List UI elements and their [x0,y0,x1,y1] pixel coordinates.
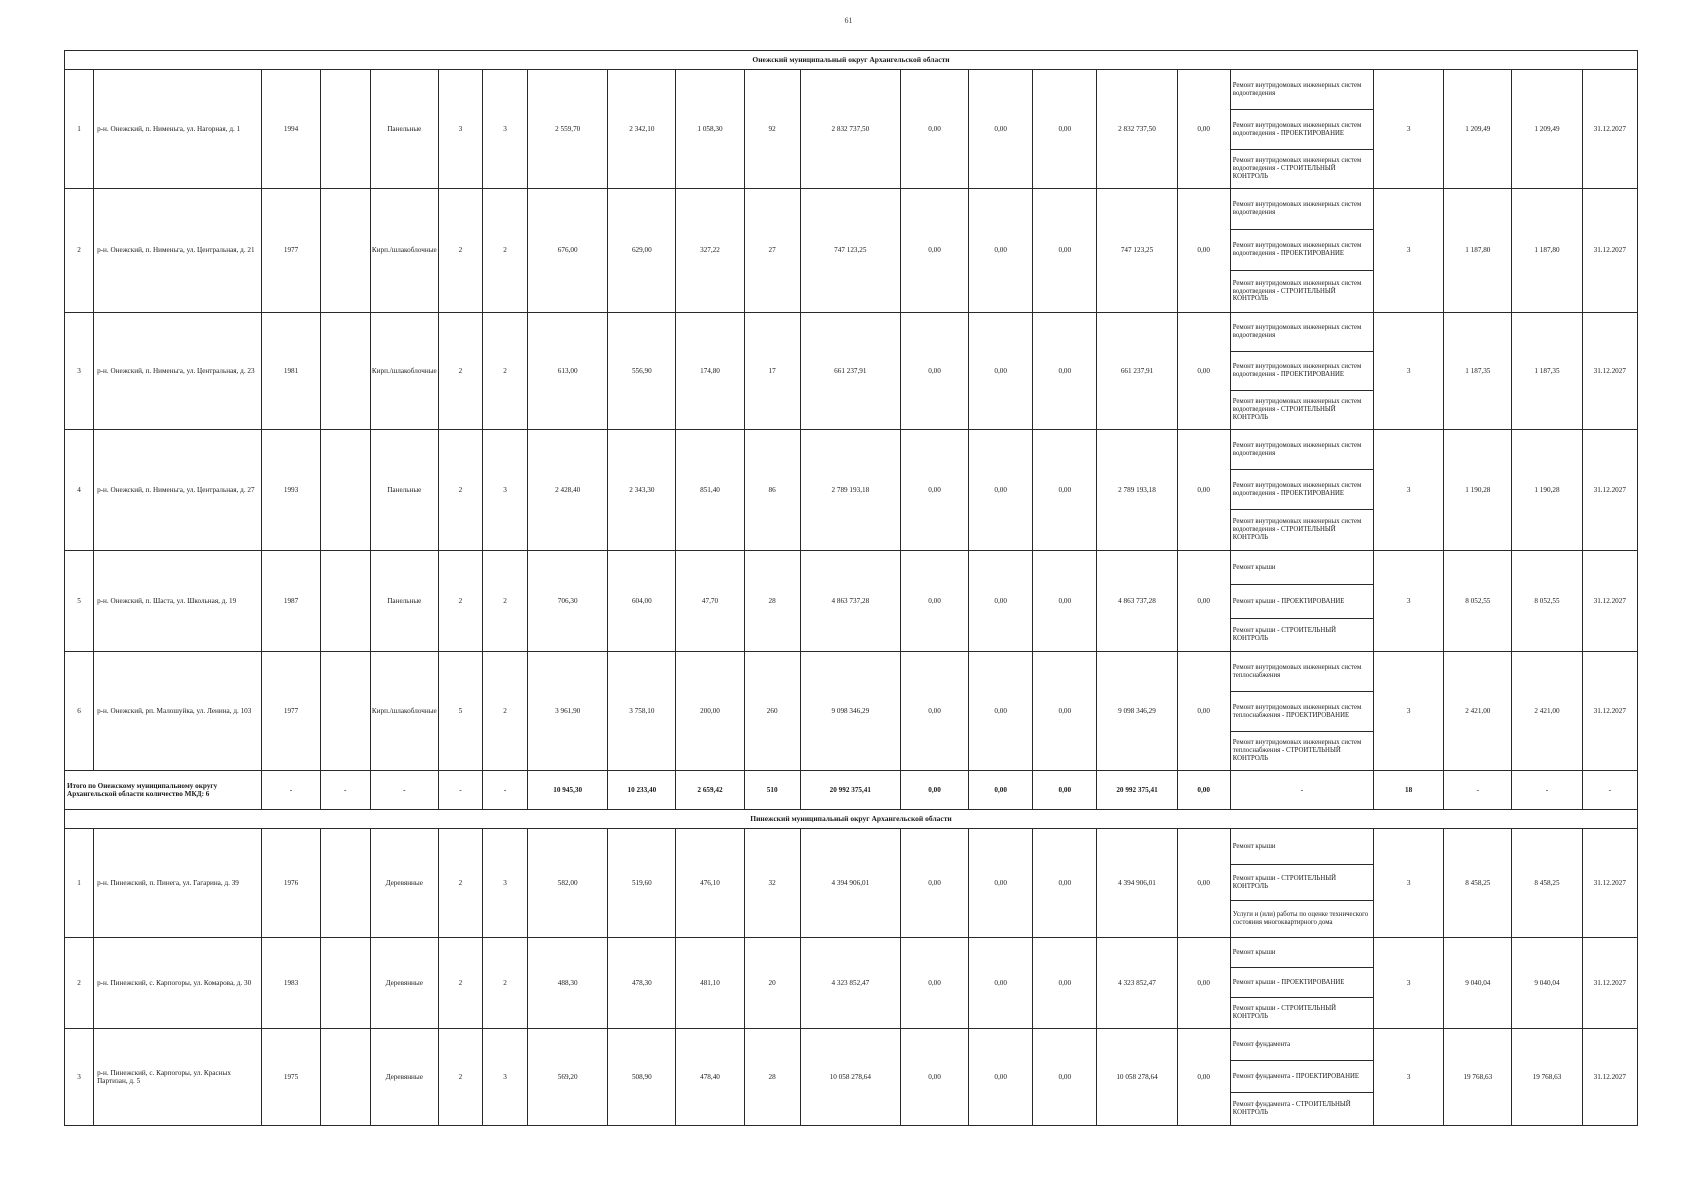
f4-cell: 4 323 852,47 [1097,938,1177,1029]
cost-cell: 2 832 737,50 [800,70,900,189]
work-type-cell: Ремонт фундамента - СТРОИТЕЛЬНЫЙ КОНТРОЛЬ [1230,1093,1373,1126]
date-cell: 31.12.2027 [1582,652,1637,771]
f5-cell: 0,00 [1177,1029,1230,1126]
year-cell: 1977 [262,652,320,771]
walls-cell: Панельные [370,551,438,652]
total-dash: - [482,771,527,810]
empty-cell [320,189,370,313]
a1-cell: 2 559,70 [528,70,608,189]
f2-cell: 0,00 [969,313,1033,430]
total-dash: - [438,771,482,810]
a1-cell: 488,30 [528,938,608,1029]
cnt-cell: 3 [1374,551,1444,652]
table-row [65,70,1638,110]
f3-cell: 0,00 [1033,70,1097,189]
entrances-cell: 2 [482,938,527,1029]
total-dash: - [1444,771,1512,810]
work-type-cell: Ремонт внутридомовых инженерных систем теплоснабжения - ПРОЕКТИРОВАНИЕ [1230,692,1373,732]
empty-cell [320,313,370,430]
a2-cell: 508,90 [608,1029,676,1126]
f1-cell: 0,00 [900,1029,968,1126]
f1-cell: 0,00 [900,430,968,551]
cost-cell: 10 058 278,64 [800,1029,900,1126]
cost-cell: 4 323 852,47 [800,938,900,1029]
people-cell: 20 [744,938,800,1029]
cnt-cell: 3 [1374,70,1444,189]
entrances-cell: 3 [482,829,527,938]
work-type-cell: Ремонт внутридомовых инженерных систем водоотведения [1230,70,1373,110]
f5-cell: 0,00 [1177,551,1230,652]
empty-cell [320,430,370,551]
floors-cell: 3 [438,70,482,189]
floors-cell: 2 [438,938,482,1029]
address-cell: р-н. Онежский, п. Нименьга, ул. Центральная, д. 21 [94,189,262,313]
cnt-cell: 3 [1374,652,1444,771]
people-cell: 28 [744,551,800,652]
work-type-cell: Ремонт крыши [1230,938,1373,968]
f4-cell: 661 237,91 [1097,313,1177,430]
u2-cell: 9 040,04 [1512,938,1582,1029]
row-number: 4 [65,430,94,551]
cnt-cell: 3 [1374,829,1444,938]
work-type-cell: Ремонт фундамента - ПРОЕКТИРОВАНИЕ [1230,1061,1373,1093]
table-row [65,551,1638,585]
year-cell: 1975 [262,1029,320,1126]
cnt-cell: 3 [1374,189,1444,313]
work-type-cell: Ремонт внутридомовых инженерных систем теплоснабжения - СТРОИТЕЛЬНЫЙ КОНТРОЛЬ [1230,732,1373,771]
row-number: 6 [65,652,94,771]
f2-cell: 0,00 [969,430,1033,551]
floors-cell: 2 [438,829,482,938]
a2-cell: 556,90 [608,313,676,430]
a3-cell: 851,40 [676,430,744,551]
address-cell: р-н. Онежский, рп. Малошуйка, ул. Ленина, д. 103 [94,652,262,771]
cnt-cell: 3 [1374,430,1444,551]
work-type-cell: Ремонт внутридомовых инженерных систем теплоснабжения [1230,652,1373,692]
f3-cell: 0,00 [1033,1029,1097,1126]
a3-cell: 476,10 [676,829,744,938]
total-f1: 0,00 [900,771,968,810]
people-cell: 260 [744,652,800,771]
address-cell: р-н. Пинежский, с. Карпогоры, ул. Комарова, д. 30 [94,938,262,1029]
total-f5: 0,00 [1177,771,1230,810]
work-type-cell: Ремонт крыши - СТРОИТЕЛЬНЫЙ КОНТРОЛЬ [1230,865,1373,901]
a1-cell: 613,00 [528,313,608,430]
f4-cell: 4 394 906,01 [1097,829,1177,938]
f5-cell: 0,00 [1177,430,1230,551]
f1-cell: 0,00 [900,829,968,938]
u2-cell: 1 187,80 [1512,189,1582,313]
work-type-cell: Ремонт внутридомовых инженерных систем водоотведения [1230,189,1373,230]
year-cell: 1987 [262,551,320,652]
f2-cell: 0,00 [969,938,1033,1029]
f5-cell: 0,00 [1177,70,1230,189]
table-row [65,430,1638,470]
u2-cell: 2 421,00 [1512,652,1582,771]
total-dash: - [262,771,320,810]
a2-cell: 2 343,30 [608,430,676,551]
f3-cell: 0,00 [1033,551,1097,652]
year-cell: 1977 [262,189,320,313]
a2-cell: 629,00 [608,189,676,313]
f4-cell: 10 058 278,64 [1097,1029,1177,1126]
cost-cell: 661 237,91 [800,313,900,430]
a2-cell: 3 758,10 [608,652,676,771]
date-cell: 31.12.2027 [1582,829,1637,938]
address-cell: р-н. Онежский, п. Нименьга, ул. Центральная, д. 27 [94,430,262,551]
f3-cell: 0,00 [1033,938,1097,1029]
total-dash: - [1582,771,1637,810]
empty-cell [320,829,370,938]
f1-cell: 0,00 [900,551,968,652]
u1-cell: 9 040,04 [1444,938,1512,1029]
work-type-cell: Ремонт крыши - ПРОЕКТИРОВАНИЕ [1230,968,1373,998]
work-type-cell: Ремонт внутридомовых инженерных систем водоотведения - СТРОИТЕЛЬНЫЙ КОНТРОЛЬ [1230,271,1373,313]
cnt-cell: 3 [1374,938,1444,1029]
total-dash: - [320,771,370,810]
address-cell: р-н. Пинежский, с. Карпогоры, ул. Красных Партизан, д. 5 [94,1029,262,1126]
u2-cell: 1 190,28 [1512,430,1582,551]
row-number: 1 [65,70,94,189]
section-header: Пинежский муниципальный округ Архангельской области [65,810,1638,829]
empty-cell [320,938,370,1029]
floors-cell: 5 [438,652,482,771]
f4-cell: 747 123,25 [1097,189,1177,313]
f4-cell: 2 789 193,18 [1097,430,1177,551]
year-cell: 1981 [262,313,320,430]
total-people: 510 [744,771,800,810]
walls-cell: Деревянные [370,938,438,1029]
address-cell: р-н. Онежский, п. Шаста, ул. Школьная, д. 19 [94,551,262,652]
f5-cell: 0,00 [1177,313,1230,430]
row-number: 1 [65,829,94,938]
floors-cell: 2 [438,313,482,430]
total-a2: 10 233,40 [608,771,676,810]
total-dash: - [370,771,438,810]
cnt-cell: 3 [1374,313,1444,430]
walls-cell: Кирп./шлакоблочные [370,313,438,430]
a2-cell: 478,30 [608,938,676,1029]
f2-cell: 0,00 [969,551,1033,652]
a3-cell: 174,80 [676,313,744,430]
work-type-cell: Ремонт внутридомовых инженерных систем водоотведения [1230,430,1373,470]
work-type-cell: Ремонт внутридомовых инженерных систем водоотведения - СТРОИТЕЛЬНЫЙ КОНТРОЛЬ [1230,510,1373,551]
page-number: 61 [844,16,853,25]
repair-register-table [64,50,1638,1126]
address-cell: р-н. Пинежский, п. Пинега, ул. Гагарина, д. 39 [94,829,262,938]
a1-cell: 676,00 [528,189,608,313]
walls-cell: Кирп./шлакоблочные [370,652,438,771]
row-number: 5 [65,551,94,652]
u2-cell: 1 187,35 [1512,313,1582,430]
u1-cell: 1 187,35 [1444,313,1512,430]
walls-cell: Деревянные [370,1029,438,1126]
total-dash: - [1230,771,1373,810]
date-cell: 31.12.2027 [1582,189,1637,313]
f2-cell: 0,00 [969,829,1033,938]
f3-cell: 0,00 [1033,313,1097,430]
f3-cell: 0,00 [1033,189,1097,313]
cost-cell: 747 123,25 [800,189,900,313]
address-cell: р-н. Онежский, п. Нименьга, ул. Нагорная, д. 1 [94,70,262,189]
work-type-cell: Ремонт внутридомовых инженерных систем водоотведения - ПРОЕКТИРОВАНИЕ [1230,230,1373,271]
total-f3: 0,00 [1033,771,1097,810]
date-cell: 31.12.2027 [1582,70,1637,189]
work-type-cell: Услуги и (или) работы по оценке технического состояния многоквартирного дома [1230,901,1373,938]
f1-cell: 0,00 [900,189,968,313]
work-type-cell: Ремонт крыши - ПРОЕКТИРОВАНИЕ [1230,585,1373,619]
total-cost: 20 992 375,41 [800,771,900,810]
people-cell: 28 [744,1029,800,1126]
total-a1: 10 945,30 [528,771,608,810]
year-cell: 1993 [262,430,320,551]
a1-cell: 569,20 [528,1029,608,1126]
work-type-cell: Ремонт внутридомовых инженерных систем водоотведения - ПРОЕКТИРОВАНИЕ [1230,352,1373,391]
floors-cell: 2 [438,551,482,652]
total-a3: 2 659,42 [676,771,744,810]
total-dash: - [1512,771,1582,810]
cnt-cell: 3 [1374,1029,1444,1126]
f1-cell: 0,00 [900,652,968,771]
f2-cell: 0,00 [969,1029,1033,1126]
register-body [65,51,1638,1126]
f3-cell: 0,00 [1033,652,1097,771]
empty-cell [320,70,370,189]
entrances-cell: 2 [482,313,527,430]
cost-cell: 4 863 737,28 [800,551,900,652]
floors-cell: 2 [438,189,482,313]
f2-cell: 0,00 [969,70,1033,189]
f1-cell: 0,00 [900,313,968,430]
date-cell: 31.12.2027 [1582,430,1637,551]
entrances-cell: 2 [482,652,527,771]
entrances-cell: 3 [482,1029,527,1126]
cost-cell: 2 789 193,18 [800,430,900,551]
a2-cell: 604,00 [608,551,676,652]
walls-cell: Панельные [370,70,438,189]
a2-cell: 2 342,10 [608,70,676,189]
work-type-cell: Ремонт крыши [1230,829,1373,865]
f5-cell: 0,00 [1177,938,1230,1029]
work-type-cell: Ремонт крыши - СТРОИТЕЛЬНЫЙ КОНТРОЛЬ [1230,619,1373,652]
address-cell: р-н. Онежский, п. Нименьга, ул. Центральная, д. 23 [94,313,262,430]
a3-cell: 200,00 [676,652,744,771]
row-number: 2 [65,938,94,1029]
cost-cell: 4 394 906,01 [800,829,900,938]
date-cell: 31.12.2027 [1582,551,1637,652]
total-count: 18 [1374,771,1444,810]
row-number: 3 [65,1029,94,1126]
work-type-cell: Ремонт фундамента [1230,1029,1373,1061]
row-number: 2 [65,189,94,313]
section-total-row [65,771,1638,810]
a1-cell: 2 428,40 [528,430,608,551]
u1-cell: 1 187,80 [1444,189,1512,313]
entrances-cell: 2 [482,189,527,313]
u2-cell: 8 052,55 [1512,551,1582,652]
f5-cell: 0,00 [1177,652,1230,771]
date-cell: 31.12.2027 [1582,313,1637,430]
u1-cell: 19 768,63 [1444,1029,1512,1126]
year-cell: 1994 [262,70,320,189]
table-row [65,938,1638,968]
empty-cell [320,652,370,771]
people-cell: 17 [744,313,800,430]
a3-cell: 1 058,30 [676,70,744,189]
u1-cell: 8 052,55 [1444,551,1512,652]
u2-cell: 1 209,49 [1512,70,1582,189]
f4-cell: 2 832 737,50 [1097,70,1177,189]
f2-cell: 0,00 [969,652,1033,771]
date-cell: 31.12.2027 [1582,938,1637,1029]
u1-cell: 8 458,25 [1444,829,1512,938]
row-number: 3 [65,313,94,430]
cost-cell: 9 098 346,29 [800,652,900,771]
f3-cell: 0,00 [1033,430,1097,551]
entrances-cell: 2 [482,551,527,652]
work-type-cell: Ремонт крыши - СТРОИТЕЛЬНЫЙ КОНТРОЛЬ [1230,998,1373,1029]
f5-cell: 0,00 [1177,189,1230,313]
total-f2: 0,00 [969,771,1033,810]
work-type-cell: Ремонт внутридомовых инженерных систем водоотведения - ПРОЕКТИРОВАНИЕ [1230,470,1373,510]
f1-cell: 0,00 [900,938,968,1029]
floors-cell: 2 [438,1029,482,1126]
total-label: Итого по Онежскому муниципальному округу Архангельской области количество МКД: 6 [65,771,262,810]
people-cell: 32 [744,829,800,938]
people-cell: 92 [744,70,800,189]
year-cell: 1983 [262,938,320,1029]
f4-cell: 9 098 346,29 [1097,652,1177,771]
a3-cell: 478,40 [676,1029,744,1126]
f3-cell: 0,00 [1033,829,1097,938]
f2-cell: 0,00 [969,189,1033,313]
people-cell: 27 [744,189,800,313]
walls-cell: Кирп./шлакоблочные [370,189,438,313]
a3-cell: 327,22 [676,189,744,313]
a1-cell: 582,00 [528,829,608,938]
f1-cell: 0,00 [900,70,968,189]
table-row [65,652,1638,692]
table-row [65,189,1638,230]
table-row [65,1029,1638,1061]
date-cell: 31.12.2027 [1582,1029,1637,1126]
table-row [65,829,1638,865]
u1-cell: 2 421,00 [1444,652,1512,771]
a1-cell: 3 961,90 [528,652,608,771]
u2-cell: 19 768,63 [1512,1029,1582,1126]
table-row [65,313,1638,352]
section-header: Онежский муниципальный округ Архангельской области [65,51,1638,70]
u2-cell: 8 458,25 [1512,829,1582,938]
walls-cell: Панельные [370,430,438,551]
f4-cell: 4 863 737,28 [1097,551,1177,652]
total-f4: 20 992 375,41 [1097,771,1177,810]
people-cell: 86 [744,430,800,551]
u1-cell: 1 190,28 [1444,430,1512,551]
a1-cell: 706,30 [528,551,608,652]
entrances-cell: 3 [482,430,527,551]
entrances-cell: 3 [482,70,527,189]
work-type-cell: Ремонт внутридомовых инженерных систем водоотведения [1230,313,1373,352]
work-type-cell: Ремонт крыши [1230,551,1373,585]
work-type-cell: Ремонт внутридомовых инженерных систем водоотведения - СТРОИТЕЛЬНЫЙ КОНТРОЛЬ [1230,150,1373,189]
a2-cell: 519,60 [608,829,676,938]
work-type-cell: Ремонт внутридомовых инженерных систем водоотведения - СТРОИТЕЛЬНЫЙ КОНТРОЛЬ [1230,391,1373,430]
empty-cell [320,551,370,652]
a3-cell: 47,70 [676,551,744,652]
a3-cell: 481,10 [676,938,744,1029]
u1-cell: 1 209,49 [1444,70,1512,189]
work-type-cell: Ремонт внутридомовых инженерных систем водоотведения - ПРОЕКТИРОВАНИЕ [1230,110,1373,150]
floors-cell: 2 [438,430,482,551]
f5-cell: 0,00 [1177,829,1230,938]
year-cell: 1976 [262,829,320,938]
empty-cell [320,1029,370,1126]
walls-cell: Деревянные [370,829,438,938]
